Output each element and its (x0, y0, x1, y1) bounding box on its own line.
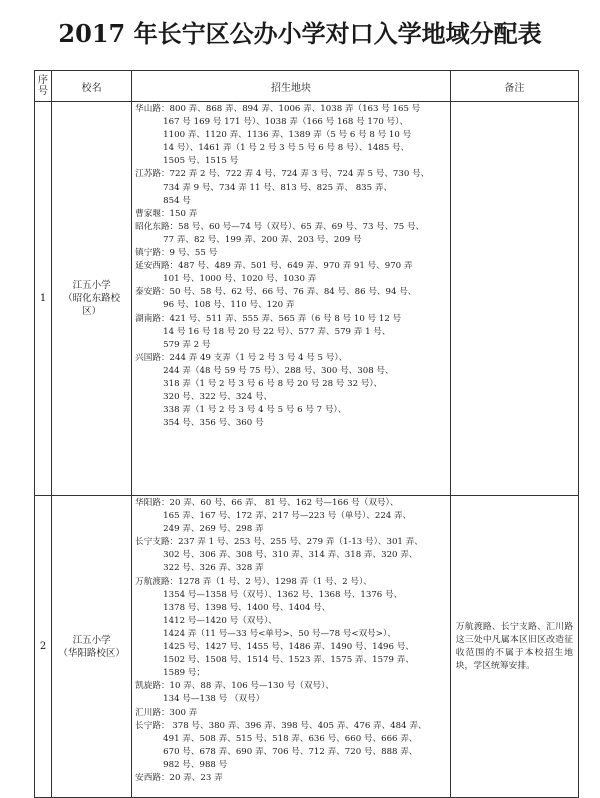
road-entry-continuation: 14 号）、1461 弄（1 号 2 号 3 号 5 号 6 号 8 号）、1485 号、 (163, 143, 410, 154)
table-row (35, 496, 579, 798)
road-entry-continuation: 1425 号、1427 号、1455 号、1486 弄、1490 号、1496 号、 (163, 642, 414, 653)
road-entry-continuation: 134 号—138 号 （双号） (163, 694, 265, 705)
page-title: 2017 年长宁区公办小学对口入学地域分配表 (58, 19, 542, 48)
school-name-line: 江五小学 (72, 634, 111, 646)
road-entry-continuation: 982 号、988 号 (163, 759, 228, 770)
road-entry-continuation: 1100 弄、1120 弄、1136 弄、1389 弄（5 号 6 号 8 号 10 号 (163, 130, 412, 141)
note-cell (450, 102, 578, 496)
road-entry-continuation: 320 号、322 号、324 号、 (163, 392, 273, 403)
area-cell (132, 496, 451, 798)
table-header-row (35, 71, 579, 102)
road-entry-continuation: 322 号、326 弄、328 弄 (163, 563, 264, 574)
road-entry: 昭化东路：58 号、60 号—74 号（双号）、65 弄、69 号、73 号、75 号、 (135, 221, 425, 232)
road-entry: 兴国路：244 弄 49 支弄（1 号 2 号 3 号 4 号 5 号）、 (135, 352, 348, 363)
road-entry: 泰安路：50 号、58 号、62 号、66 号、76 弄、84 号、86 号、94 号、 (135, 287, 417, 298)
road-entry-continuation: 338 弄（1 号 2 号 3 号 4 号 5 号 6 号 7 号）、 (163, 405, 347, 416)
road-entry: 镇宁路：9 号、55 号 (135, 248, 218, 259)
road-entry-continuation: 77 弄、82 号、199 弄、200 弄、203 号、209 号 (163, 234, 362, 245)
road-entry-continuation: 1502 号、1508 号、1514 号、1523 弄、1575 弄、1579 弄、 (163, 655, 414, 666)
road-entry-continuation: 854 号 (163, 195, 191, 206)
road-entry-continuation: 165 弄、167 号、172 弄、217 号—223 号（单号）、224 弄、 (163, 511, 412, 522)
allocation-table (34, 70, 579, 798)
road-entry-continuation: 318 弄（1 号 2 号 3 号 6 号 8 号 20 号 28 号 32 号）、 (163, 378, 383, 389)
school-name-line: （华阳路校区） (58, 647, 125, 659)
road-entry: 长宁支路：237 弄 1 号、253 号、255 号、279 弄（1-13 号）、301 弄、 (135, 537, 423, 548)
road-entry-continuation: 579 弄 2 号 (163, 339, 211, 350)
road-entry-continuation: 1412 号—1420 号（双号）、 (163, 615, 277, 626)
road-entry-continuation: 302 号、306 弄、308 号、310 弄、314 弄、318 弄、320 弄、 (163, 550, 418, 561)
road-entry-continuation: 167 号 169 号 171 号）、1038 弄（166 号 168 号 170 号）、 (163, 117, 409, 128)
road-entry-continuation: 1378 号、1398 号、1400 号、1404 号、 (163, 602, 331, 613)
road-entry: 华山路：800 弄、868 弄、894 弄、1006 弄、1038 弄（163 号 165 号 (135, 104, 421, 114)
school-name-line: 区） (82, 306, 102, 317)
road-entry: 汇川路：300 弄 (135, 707, 198, 718)
road-entry-continuation: 491 弄、508 弄、515 号、518 弄、636 号、660 号、666 弄、 (163, 733, 418, 744)
road-entry-continuation: 244 弄（48 号 59 号 75 号）、288 号、300 号、308 号、 (163, 365, 394, 376)
road-entry-continuation: 354 号、356 号、360 号 (163, 418, 264, 429)
header-note: 备注 (450, 71, 578, 102)
road-entry-continuation: 1505 号、1515 号 (163, 156, 239, 167)
road-entry: 曹家堰：150 弄 (135, 208, 198, 219)
note-cell: 万航渡路、长宁支路、汇川路这三处中凡属本区旧区改造征收范围的不属于本校招生地块，学区统筹安排。 (450, 496, 578, 798)
road-entry: 江苏路：722 弄 2 号、722 弄 4 号、724 弄 3 号、724 弄 5 号、730 号、 (135, 169, 430, 180)
road-entry: 安西路：20 弄、23 弄 (135, 772, 223, 783)
road-entry-continuation: 14 号 16 号 18 号 20 号 22 号）、577 弄、579 弄 1 号、 (163, 326, 391, 337)
road-entry: 华阳路：20 弄、60 号、66 弄、 81 号、162 号—166 号（双号）、 (135, 498, 399, 508)
road-entry: 延安西路：487 号、489 弄、501 号、649 弄、970 弄 91 号、970 弄 (135, 261, 413, 272)
school-name-line: （昭化东路校 (63, 293, 121, 304)
school-name (52, 102, 132, 496)
road-entry: 万航渡路：1278 弄（1 号、2 号）、1298 弄（1 号、2 号）、 (135, 576, 372, 587)
road-entry: 凯旋路：10 弄、88 弄、106 号—130 号（双号）、 (135, 681, 334, 692)
road-entry: 湖南路：421 号、511 弄、555 弄、565 弄（6 号 8 号 10 号 12 号 (135, 313, 402, 324)
school-name (52, 496, 132, 798)
school-name-line: 江五小学 (72, 280, 111, 291)
road-entry-continuation: 1589 号； (163, 668, 205, 679)
road-entry-continuation: 670 号、678 弄、690 弄、706 号、712 弄、720 号、888 弄、 (163, 746, 418, 757)
road-entry: 长宁路： 378 号、380 弄、396 弄、398 号、405 弄、476 弄、484 弄、 (135, 720, 427, 731)
table-row (35, 102, 579, 496)
road-entry-continuation: 96 号、108 号、110 号、120 弄 (163, 300, 295, 311)
road-entry-continuation: 734 弄 9 号、734 弄 11 号、813 号、825 弄、 835 弄、 (163, 182, 393, 193)
header-area: 招生地块 (132, 71, 451, 102)
road-entry-continuation: 1424 弄（11 号—33 号<单号>、50 号—78 号<双号>）、 (163, 628, 396, 639)
row-index: 2 (35, 496, 52, 798)
area-cell (132, 102, 451, 496)
road-entry-continuation: 249 弄、269 号、298 弄 (163, 524, 264, 535)
header-school: 校名 (52, 71, 132, 102)
header-index: 序号 (35, 71, 52, 102)
road-entry-continuation: 101 号、1000 号、1020 号、1030 弄 (163, 274, 317, 285)
road-entry-continuation: 1354 号—1358 号（双号）、1362 号、1368 号、1376 号、 (163, 589, 403, 600)
row-index: 1 (35, 102, 52, 496)
